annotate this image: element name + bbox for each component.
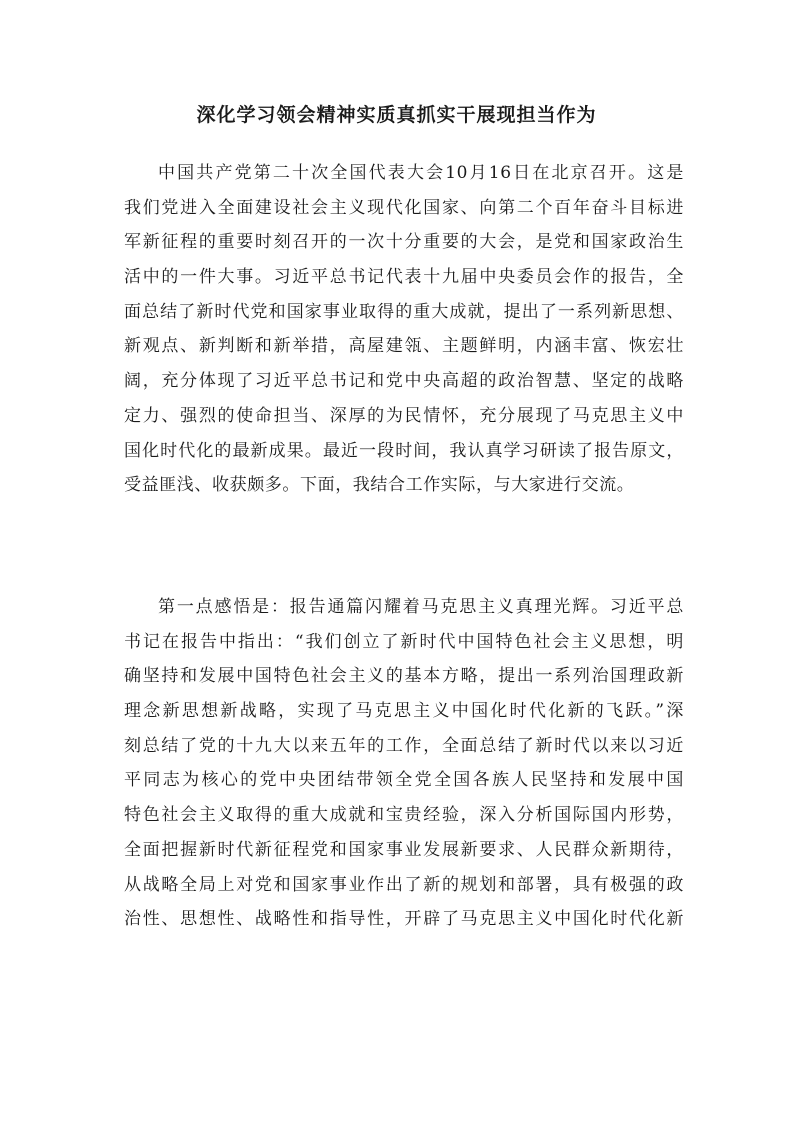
paragraph-line: 国化时代化的最新成果。最近一段时间，我认真学习研读了报告原文， <box>124 440 684 461</box>
document-title: 深化学习领会精神实质真抓实干展现担当作为 <box>196 104 597 126</box>
paragraph-line: 刻总结了党的十九大以来五年的工作，全面总结了新时代以来以习近 <box>124 735 684 756</box>
paragraph-line: 我们党进入全面建设社会主义现代化国家、向第二个百年奋斗目标进 <box>124 197 684 218</box>
paragraph-line: 中国共产党第二十次全国代表大会10月16日在北京召开。这是 <box>158 163 684 183</box>
paragraph-line: 理念新思想新战略，实现了马克思主义中国化时代化新的飞跃。”深 <box>124 701 684 722</box>
paragraph-line: 从战略全局上对党和国家事业作出了新的规划和部署，具有极强的政 <box>124 874 684 895</box>
paragraph-line: 治性、思想性、战略性和指导性，开辟了马克思主义中国化时代化新 <box>124 909 684 930</box>
paragraph-line: 特色社会主义取得的重大成就和宝贵经验，深入分析国际国内形势， <box>124 805 684 826</box>
paragraph-line: 阔，充分体现了习近平总书记和党中央高超的政治智慧、坚定的战略 <box>124 371 684 392</box>
paragraph-line: 活中的一件大事。习近平总书记代表十九届中央委员会作的报告，全 <box>124 267 684 288</box>
paragraph-line: 书记在报告中指出：“我们创立了新时代中国特色社会主义思想，明 <box>124 631 684 652</box>
paragraph-line: 定力、强烈的使命担当、深厚的为民情怀，充分展现了马克思主义中 <box>124 405 684 426</box>
paragraph-intro <box>124 156 684 503</box>
paragraph-line: 军新征程的重要时刻召开的一次十分重要的大会，是党和国家政治生 <box>124 232 684 253</box>
paragraph-first-insight <box>124 590 684 937</box>
paragraph-line: 受益匪浅、收获颇多。下面，我结合工作实际，与大家进行交流。 <box>124 475 635 496</box>
paragraph-line: 面总结了新时代党和国家事业取得的重大成就，提出了一系列新思想、 <box>124 301 684 322</box>
paragraph-line: 新观点、新判断和新举措，高屋建瓴、主题鲜明，内涵丰富、恢宏壮 <box>124 336 684 357</box>
paragraph-line: 平同志为核心的党中央团结带领全党全国各族人民坚持和发展中国 <box>124 770 684 791</box>
paragraph-line: 确坚持和发展中国特色社会主义的基本方略，提出一系列治国理政新 <box>124 666 684 687</box>
paragraph-line: 第一点感悟是：报告通篇闪耀着马克思主义真理光辉。习近平总 <box>158 597 684 617</box>
paragraph-line: 全面把握新时代新征程党和国家事业发展新要求、人民群众新期待， <box>124 839 684 860</box>
